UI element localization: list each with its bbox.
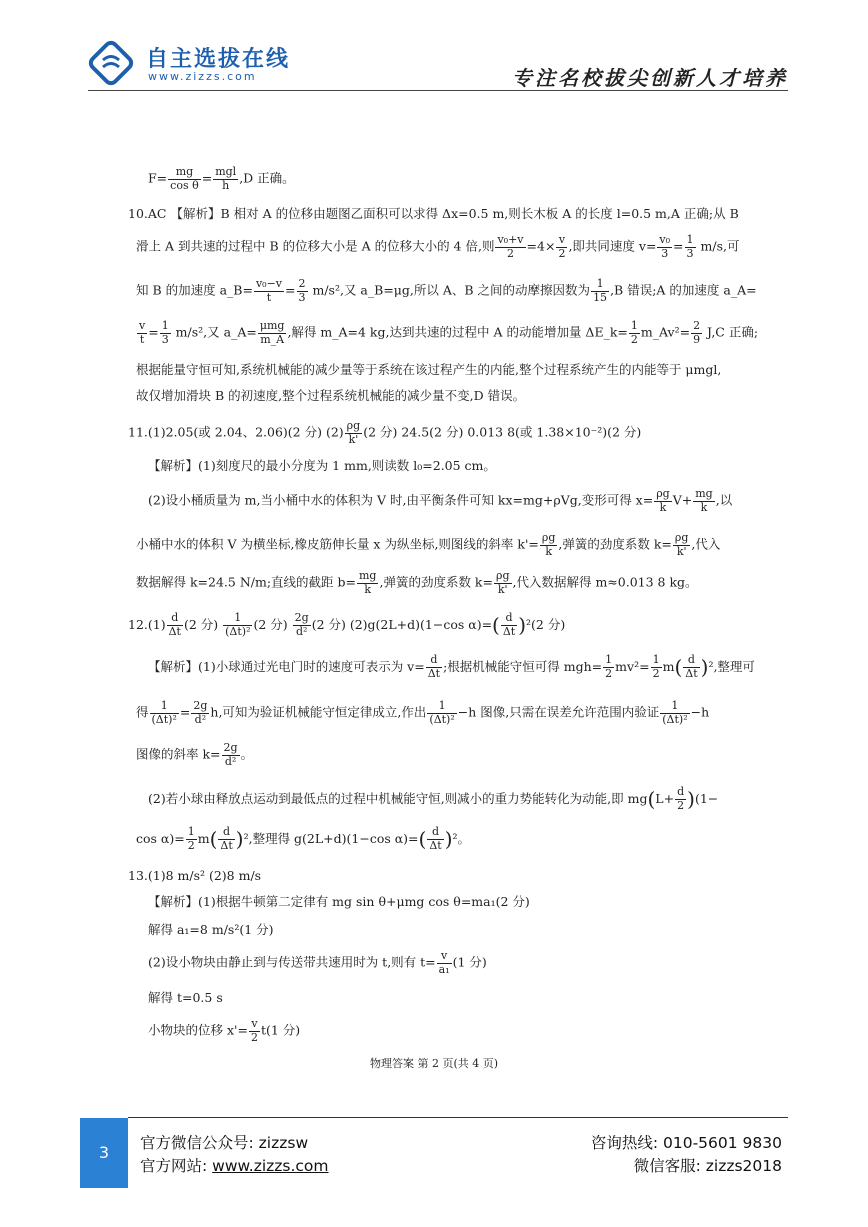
q12-analysis-3: 图像的斜率 k= $\frac{2g}{\text{d²}}$ 。 (136, 741, 254, 768)
q13-analysis-5: 小物块的位移 x'= $\frac{v}{2}$ t(1 分) (148, 1017, 301, 1044)
q12-analysis-4: (2)若小球由释放点运动到最低点的过程中机械能守恒,则减小的重力势能转化为动能,即 mg(L+ $\frac{d}{2}$ )(1− (148, 785, 719, 812)
q13-analysis-3: (2)设小物块由静止到与传送带共速用时为 t,则有 t= $\frac{v}{\text{a₁}}$ (1 分) (148, 949, 487, 976)
q13-analysis-1: 【解析】(1)根据牛顿第二定律有 mg sin θ+μmg cos θ=ma₁(2 分) (148, 894, 530, 909)
page-number-badge: 3 (80, 1118, 128, 1188)
line-f-equation: F= $\frac{mg}{\text{cos θ}}$ = $\frac{\text{mgl}}{h}$ ,D 正确。 (148, 165, 295, 192)
q10-line-5: 根据能量守恒可知,系统机械能的减少量等于系统在该过程产生的内能,整个过程系统产生的内能等于 μmgl, (136, 362, 722, 377)
q12-analysis-5: cos α)= $\frac{1}{2}$ m( $\frac{d}{\Delta t}$ )²,整理得 g(2L+d)(1−cos α)=( $\frac{d}{\Delta t}$ )²。 (136, 825, 471, 852)
q11-analysis-2: (2)设小桶质量为 m,当小桶中水的体积为 V 时,由平衡条件可知 kx=mg+ρVg,变形可得 x= $\frac{\rho g}{k}$ V+ $\frac{mg}{k}$ ,以 (148, 487, 733, 514)
document-page-number: 物理答案 第 2 页(共 4 页) (369, 1057, 499, 1070)
q10-line-2: 滑上 A 到共速的过程中 B 的位移大小是 A 的位移大小的 4 倍,则 $\frac{\text{v₀+v}}{2}$ =4× $\frac{v}{2}$ ,即共同速度 v= $\frac{\text{v₀}}{3}$ = $\frac{1}{3}$ m/s,可 (136, 233, 740, 260)
q10-line-6: 故仅增加滑块 B 的初速度,整个过程系统机械能的减少量不变,D 错误。 (136, 388, 526, 403)
header-slogan: 专注名校拔尖创新人才培养 (512, 66, 788, 90)
q10-line-1: 10.AC 【解析】B 相对 A 的位移由题图乙面积可以求得 Δx=0.5 m,则长木板 A 的长度 l=0.5 m,A 正确;从 B (128, 206, 739, 221)
q11-answer: 11.(1)2.05(或 2.04、2.06)(2 分) (2) $\frac{\rho g}{k'}$ (2 分) 24.5(2 分) 0.013 8(或 1.38×10⁻²)(2 分) (128, 419, 642, 446)
wechat-service: 微信客服: zizzs2018 (633, 1157, 782, 1175)
wechat-account: 官方微信公众号: zizzsw (140, 1134, 309, 1152)
brand-name: 自主选拔在线 (146, 47, 291, 72)
q12-analysis-1: 【解析】(1)小球通过光电门时的速度可表示为 v= $\frac{d}{\Delta t}$ ;根据机械能守恒可得 mgh= $\frac{1}{2}$ mv²= $\frac{1}{2}$ m( $\frac{d}{\Delta t}$ )²,整理可 (148, 653, 755, 680)
q11-analysis-4: 数据解得 k=24.5 N/m;直线的截距 b= $\frac{mg}{k}$ ,弹簧的劲度系数 k= $\frac{\rho g}{k'}$ ,代入数据解得 m≈0.013 8 kg。 (136, 569, 698, 596)
hotline: 咨询热线: 010-5601 9830 (590, 1134, 782, 1152)
q11-analysis-1: 【解析】(1)刻度尺的最小分度为 1 mm,则读数 l₀=2.05 cm。 (148, 458, 496, 473)
header-divider (88, 90, 788, 91)
q11-analysis-3: 小桶中水的体积 V 为横坐标,橡皮筋伸长量 x 为纵坐标,则图线的斜率 k'= $\frac{\rho g}{k}$ ,弹簧的劲度系数 k= $\frac{\rho g}{k'}$ ,代入 (136, 531, 721, 558)
q13-answer: 13.(1)8 m/s² (2)8 m/s (128, 868, 262, 883)
brand-url: www.zizzs.com (148, 70, 257, 83)
q13-analysis-2: 解得 a₁=8 m/s²(1 分) (148, 922, 274, 937)
site-link[interactable]: www.zizzs.com (212, 1157, 329, 1175)
official-site: 官方网站: www.zizzs.com (140, 1157, 329, 1175)
q12-answer: 12.(1) $\frac{d}{\Delta t}$ (2 分) $\frac{1}{\text{(Δt)²}}$ (2 分) $\frac{2g}{\text{d²}}$ (2 分) (2)g(2L+d)(1−cos α)=( $\frac{d}{\Delta t}$ )²(2 分) (128, 611, 566, 638)
page-header (0, 0, 868, 100)
q12-analysis-2: 得 $\frac{1}{\text{(Δt)²}}$ = $\frac{2g}{\text{d²}}$ h,可知为验证机械能守恒定律成立,作出 $\frac{1}{\text{(Δt)²}}$ −h 图像,只需在误差允许范围内验证 $\frac{1}{\text{(Δt)²}}$ −h (136, 699, 710, 726)
q10-line-4: $\frac{v}{t}$ = $\frac{1}{3}$ m/s²,又 a_A= $\frac{\text{μmg}}{m\_A}$ ,解得 m_A=4 kg,达到共速的过程中 A 的动能增加量 ΔE_k= $\frac{1}{2}$ m_Av²= $\frac{2}{9}$ J,C 正确; (139, 319, 759, 346)
logo-icon (88, 40, 134, 86)
footer-contact-right (591, 1132, 782, 1178)
q13-analysis-4: 解得 t=0.5 s (148, 990, 223, 1005)
footer-contact-left (140, 1132, 329, 1178)
footer-divider (128, 1117, 788, 1118)
q10-line-3: 知 B 的加速度 a_B= $\frac{\text{v₀−v}}{t}$ = $\frac{2}{3}$ m/s²,又 a_B=μg,所以 A、B 之间的动摩擦因数为 $\frac{1}{15}$ ,B 错误;A 的加速度 a_A= (136, 277, 757, 304)
